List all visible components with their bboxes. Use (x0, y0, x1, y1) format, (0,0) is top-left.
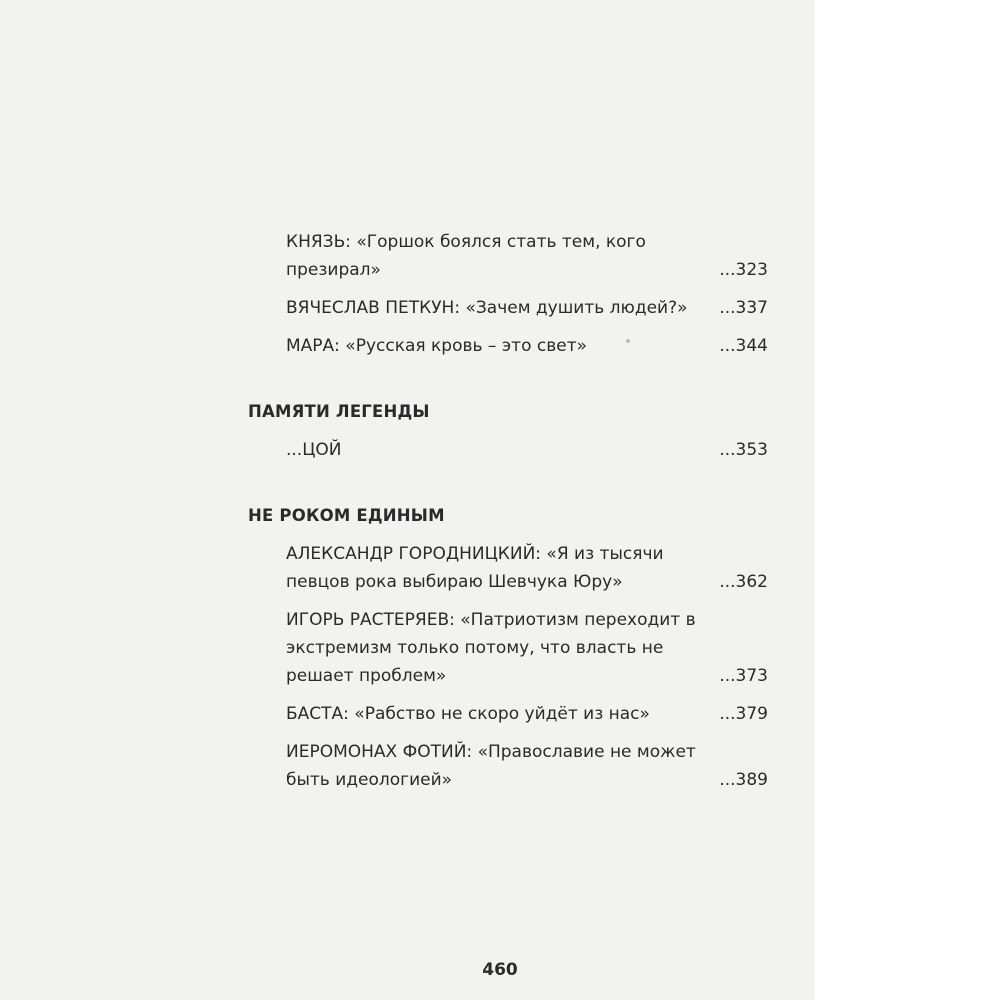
toc-entry-title: КНЯЗЬ: «Горшок боялся стать тем, кого презирал» (286, 232, 646, 280)
toc-entry-page: ...389 (719, 770, 768, 790)
page-number: 460 (482, 960, 518, 980)
toc-entry-title: ИГОРЬ РАСТЕРЯЕВ: «Патриотизм переходит в экстремизм только потому, что власть не решает проблем» (286, 610, 696, 686)
toc-entry-page: ...344 (719, 336, 768, 356)
toc-entry (248, 228, 768, 284)
toc-entry-page: ...337 (719, 298, 768, 318)
toc-entry-title: ВЯЧЕСЛАВ ПЕТКУН: «Зачем душить людей?» (286, 298, 688, 318)
toc-entry-page: ...323 (719, 260, 768, 280)
section-heading-rock: НЕ РОКОМ ЕДИНЫМ (248, 506, 445, 525)
toc-entry (248, 294, 768, 322)
toc-entry-title: БАСТА: «Рабство не скоро уйдёт из нас» (286, 704, 650, 724)
toc-entry (248, 332, 768, 360)
toc-entry (248, 606, 768, 690)
toc-entry (248, 436, 768, 464)
toc-entry (248, 700, 768, 728)
section-heading-legend: ПАМЯТИ ЛЕГЕНДЫ (248, 402, 430, 421)
toc-entry-page: ...373 (719, 666, 768, 686)
toc-entry (248, 540, 768, 596)
toc-entry-title: ИЕРОМОНАХ ФОТИЙ: «Православие не может быть идеологией» (286, 742, 696, 790)
toc-entry-title: АЛЕКСАНДР ГОРОДНИЦКИЙ: «Я из тысячи певцов рока выбираю Шевчука Юру» (286, 544, 664, 592)
toc-entry-page: ...362 (719, 572, 768, 592)
table-of-contents (248, 228, 768, 794)
toc-entry-title: МАРА: «Русская кровь – это свет» (286, 336, 588, 356)
toc-entry-page: ...379 (719, 704, 768, 724)
background-margin (815, 0, 1000, 1000)
toc-entry (248, 738, 768, 794)
toc-entry-page: ...353 (719, 440, 768, 460)
toc-entry-title: ...ЦОЙ (286, 440, 342, 460)
